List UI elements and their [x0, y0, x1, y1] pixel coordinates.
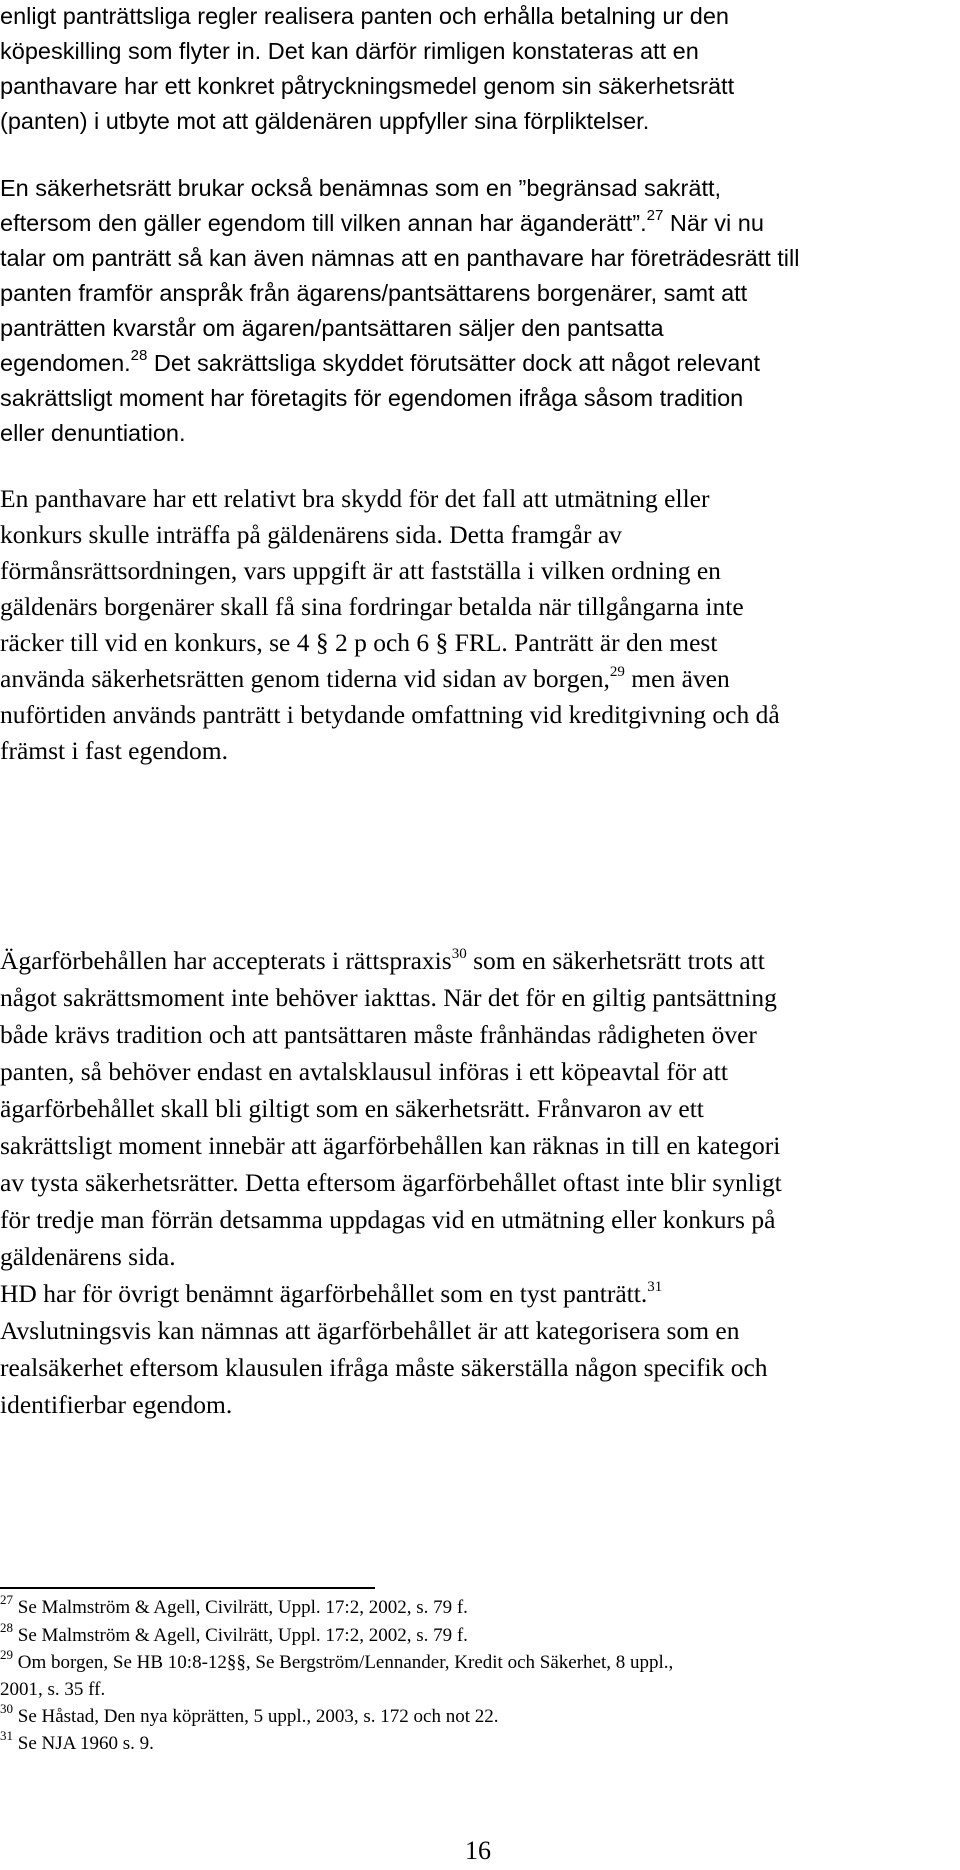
paragraph-1: [0, 4, 960, 134]
text-line-with-footnote: [0, 663, 960, 693]
text-line: köpeskilling som flyter in. Det kan därför rimligen konstateras att en: [0, 38, 699, 64]
text-run: eftersom den gäller egendom till vilken annan har äganderätt”.: [0, 210, 647, 236]
text-run: Ägarförbehållen har accepterats i rättspraxis: [0, 946, 452, 975]
text-line: enligt panträttsliga regler realisera panten och erhålla betalning ur den: [0, 3, 729, 29]
footnote-text: Se Malmström & Agell, Civilrätt, Uppl. 17:2, 2002, s. 79 f.: [13, 1625, 468, 1646]
footnote-ref-30[interactable]: 30: [451, 945, 467, 962]
text-line: nuförtiden används panträtt i betydande omfattning vid kreditgivning och då: [0, 700, 780, 729]
text-line-with-footnote: [0, 207, 960, 236]
footnote-ref-27[interactable]: 27: [646, 207, 664, 225]
footnote-29: [0, 1646, 960, 1673]
text-line: panträtten kvarstår om ägaren/pantsättaren säljer den pantsatta: [0, 315, 664, 341]
text-run: När vi nu: [663, 210, 764, 236]
text-line: realsäkerhet eftersom klausulen ifråga måste säkerställa någon specifik och: [0, 1353, 768, 1382]
text-line: främst i fast egendom.: [0, 736, 229, 765]
footnote-31: [0, 1727, 960, 1754]
text-line: något sakrättsmoment inte behöver iakttas. När det för en giltig pantsättning: [0, 983, 777, 1012]
footnote-number: 31: [0, 1727, 13, 1743]
text-line: ägarförbehållet skall bli giltigt som en säkerhetsrätt. Frånvaron av ett: [0, 1094, 704, 1123]
footnote-text: Se Malmström & Agell, Civilrätt, Uppl. 17:2, 2002, s. 79 f.: [13, 1597, 468, 1618]
footnote-29-continued: [0, 1680, 960, 1699]
text-line: av tysta säkerhetsrätter. Detta eftersom ägarförbehållet oftast inte blir synligt: [0, 1168, 782, 1197]
text-line: gäldenärens sida.: [0, 1242, 176, 1271]
page-number: 16: [465, 1836, 491, 1865]
paragraph-2: [0, 176, 960, 446]
text-run: egendomen.: [0, 350, 131, 376]
text-line-with-footnote: [0, 1278, 960, 1308]
footnote-number: 27: [0, 1591, 13, 1607]
footnote-27: [0, 1591, 960, 1618]
text-line: panthavare har ett konkret påtryckningsmedel genom sin säkerhetsrätt: [0, 73, 735, 99]
text-line: både krävs tradition och att pantsättaren måste frånhändas rådigheten över: [0, 1020, 757, 1049]
footnote-30: [0, 1700, 960, 1727]
footnote-28: [0, 1619, 960, 1646]
footnote-separator: [0, 1587, 375, 1589]
text-line: eller denuntiation.: [0, 420, 186, 446]
text-line: panten, så behöver endast en avtalsklausul införas i ett köpeavtal för att: [0, 1057, 728, 1086]
text-run: Det sakrättsliga skyddet förutsätter dock att något relevant: [147, 350, 760, 376]
text-line-with-footnote: [0, 347, 960, 376]
paragraph-3: [0, 486, 960, 763]
footnote-text: 2001, s. 35 ff.: [0, 1679, 106, 1700]
footnote-text: Se NJA 1960 s. 9.: [13, 1733, 154, 1754]
paragraph-4: [0, 945, 960, 1419]
text-run: HD har för övrigt benämnt ägarförbehållet som en tyst panträtt.: [0, 1279, 648, 1308]
text-line: Avslutningsvis kan nämnas att ägarförbehållet är att kategorisera som en: [0, 1316, 740, 1345]
text-line: förmånsrättsordningen, vars uppgift är att fastställa i vilken ordning en: [0, 556, 721, 585]
text-run: som en säkerhetsrätt trots att: [466, 946, 765, 975]
text-line: (panten) i utbyte mot att gäldenären uppfyller sina förpliktelser.: [0, 108, 650, 134]
text-line: identifierbar egendom.: [0, 1390, 233, 1419]
text-line: konkurs skulle inträffa på gäldenärens sida. Detta framgår av: [0, 520, 622, 549]
text-line: talar om panträtt så kan även nämnas att en panthavare har företrädesrätt till: [0, 245, 800, 271]
text-line: sakrättsligt moment innebär att ägarförbehållen kan räknas in till en kategori: [0, 1131, 781, 1160]
text-line: gäldenärs borgenärer skall få sina fordringar betalda när tillgångarna inte: [0, 592, 744, 621]
footnote-number: 29: [0, 1646, 13, 1662]
text-run: använda säkerhetsrätten genom tiderna vid sidan av borgen,: [0, 664, 610, 693]
footnote-text: Se Håstad, Den nya köprätten, 5 uppl., 2003, s. 172 och not 22.: [13, 1706, 499, 1727]
footnote-ref-29[interactable]: 29: [609, 663, 625, 680]
text-line: panten framför anspråk från ägarens/pantsättarens borgenärer, samt att: [0, 280, 748, 306]
text-line: En säkerhetsrätt brukar också benämnas som en ”begränsad sakrätt,: [0, 175, 722, 201]
text-run: men även: [624, 664, 730, 693]
text-line: sakrättsligt moment har företagits för egendomen ifråga såsom tradition: [0, 385, 744, 411]
text-line: En panthavare har ett relativt bra skydd för det fall att utmätning eller: [0, 484, 710, 513]
footnote-ref-31[interactable]: 31: [647, 1278, 663, 1295]
footnote-ref-28[interactable]: 28: [130, 347, 148, 365]
text-line: räcker till vid en konkurs, se 4 § 2 p och 6 § FRL. Panträtt är den mest: [0, 628, 718, 657]
text-line-with-footnote: [0, 945, 960, 975]
footnote-number: 30: [0, 1700, 13, 1716]
text-line: för tredje man förrän detsamma uppdagas vid en utmätning eller konkurs på: [0, 1205, 776, 1234]
footnote-number: 28: [0, 1619, 13, 1635]
footnote-text: Om borgen, Se HB 10:8-12§§, Se Bergström/Lennander, Kredit och Säkerhet, 8 uppl.,: [13, 1652, 674, 1673]
